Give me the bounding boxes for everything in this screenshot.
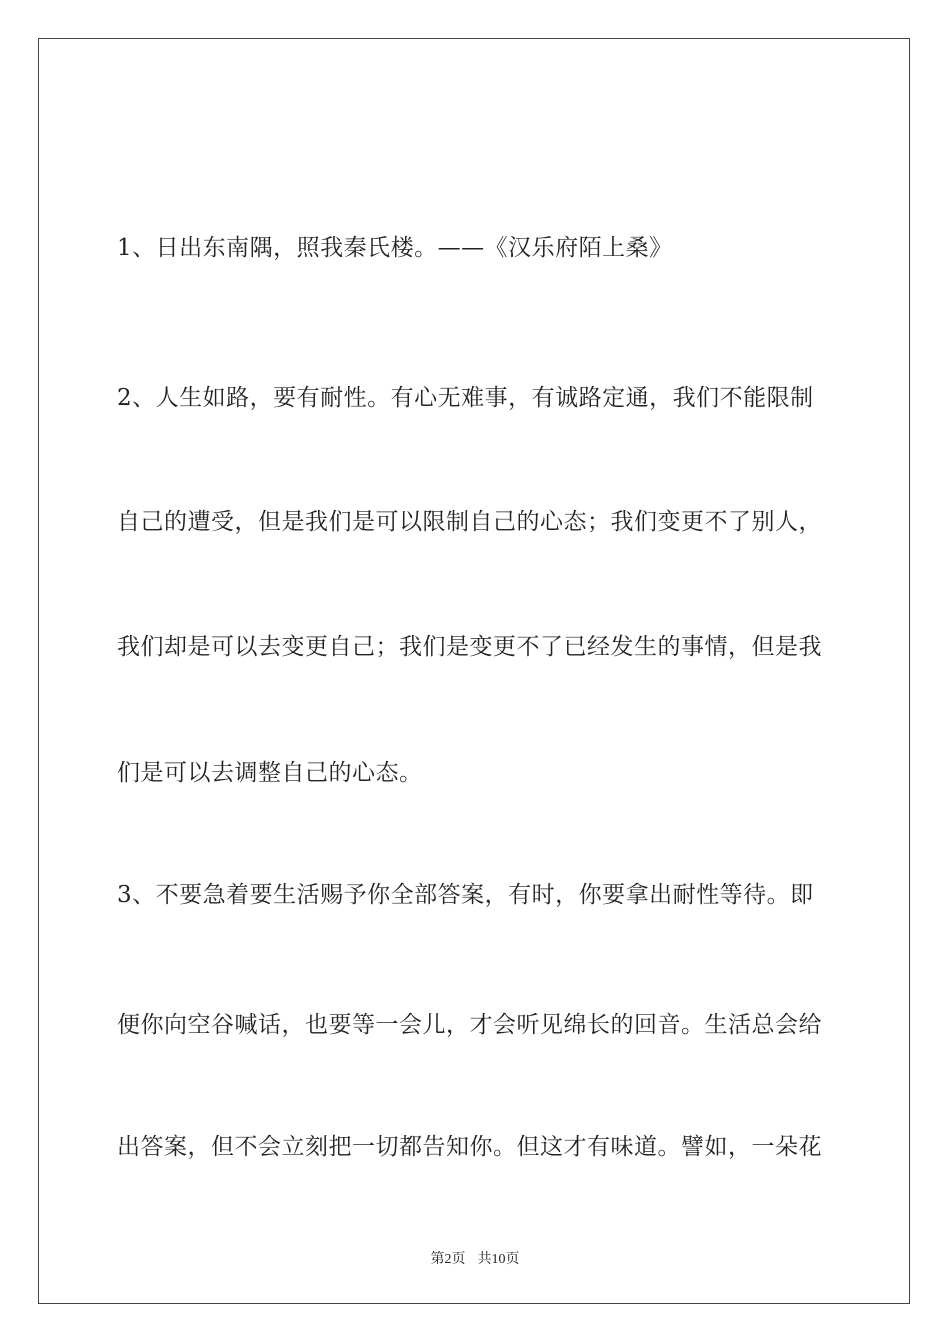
text-line-8: 出答案，但不会立刻把一切都告知你。但这才有味道。譬如，一朵花: [117, 1134, 822, 1160]
text-line-1: 1、日出东南隅，照我秦氏楼。——《汉乐府陌上桑》: [117, 235, 673, 261]
page-footer: [0, 1248, 950, 1268]
text-line-6: 3、不要急着要生活赐予你全部答案，有时，你要拿出耐性等待。即: [117, 882, 814, 908]
page-border: [38, 38, 910, 1304]
text-line-5: 们是可以去调整自己的心态。: [117, 760, 423, 786]
text-line-7: 便你向空谷喊话，也要等一会儿，才会听见绵长的回音。生活总会给: [117, 1012, 822, 1038]
text-line-3: 自己的遭受，但是我们是可以限制自己的心态；我们变更不了别人，: [117, 509, 822, 535]
page-number: 第2页: [430, 1252, 466, 1267]
page-total: 共10页: [477, 1252, 520, 1267]
text-line-4: 我们却是可以去变更自己；我们是变更不了已经发生的事情，但是我: [117, 634, 822, 660]
text-line-2: 2、人生如路，要有耐性。有心无难事，有诚路定通，我们不能限制: [117, 385, 814, 411]
